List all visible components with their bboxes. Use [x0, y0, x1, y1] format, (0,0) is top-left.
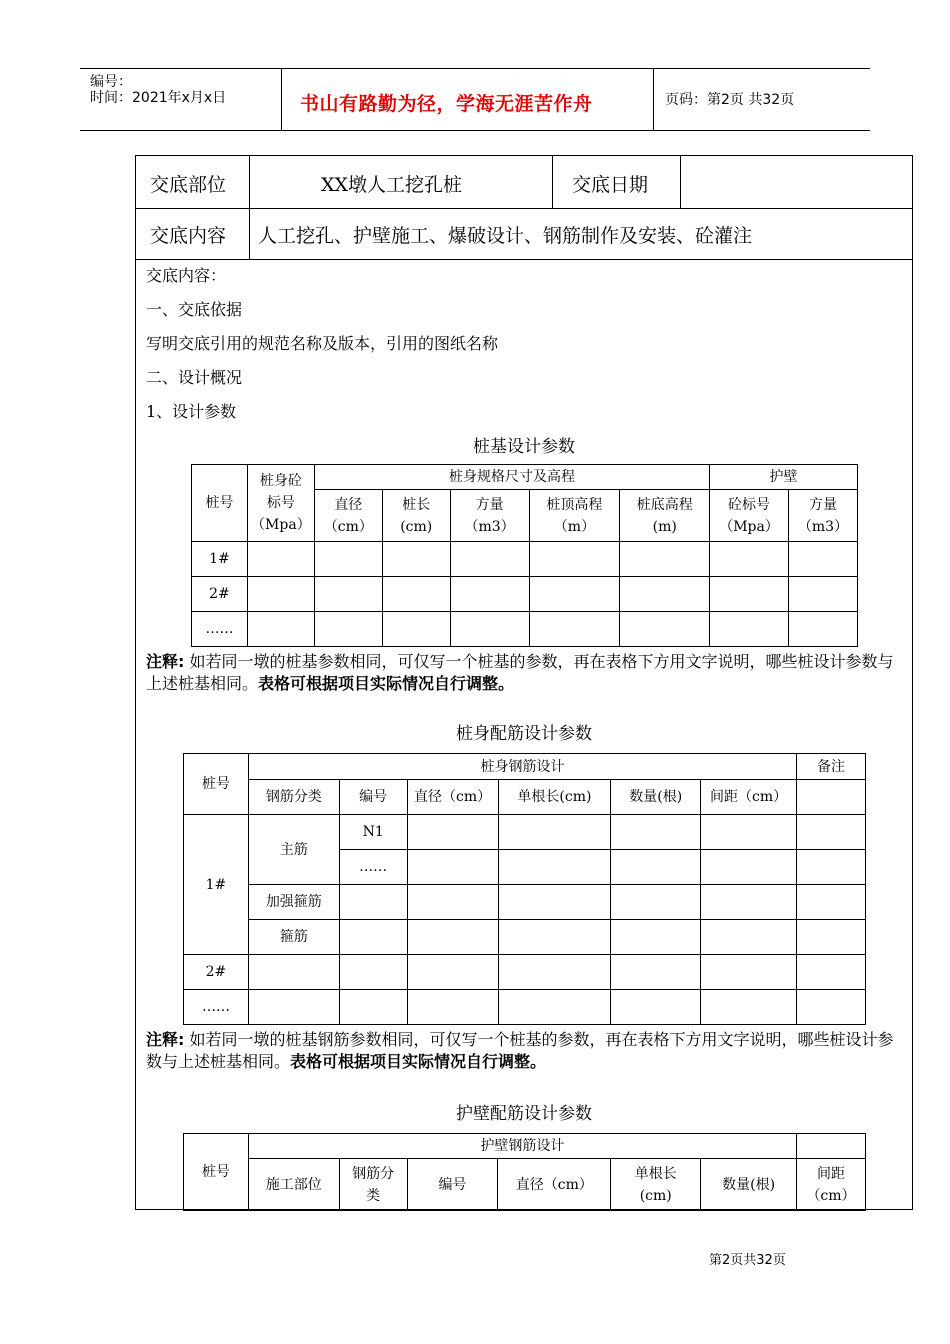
location-value: XX墩人工挖孔桩 — [321, 174, 463, 196]
rebar-table-caption: 桩身配筋设计参数 — [456, 724, 592, 744]
note-tail: 表格可根据项目实际情况自行调整。 — [258, 674, 515, 693]
row-label: 1# — [192, 542, 248, 577]
col-header — [450, 490, 529, 542]
col-header: 直径（cm） — [407, 780, 498, 815]
col-header: 数量(根) — [611, 780, 701, 815]
body-line-5: 1、设计参数 — [146, 402, 237, 421]
space-header-1: 间距 — [817, 1165, 845, 1182]
note-label: 注释: — [146, 1030, 185, 1049]
len-header — [611, 1159, 701, 1211]
class-header-2: 类 — [366, 1187, 381, 1204]
body-line-1: 交底内容： — [146, 266, 227, 285]
concrete-label: 桩身砼 — [259, 473, 302, 489]
pile-no-header: 桩号 — [184, 1134, 249, 1211]
space-header — [797, 1159, 866, 1211]
row-label: …… — [192, 612, 248, 647]
content-value: 人工挖孔、护壁施工、爆破设计、钢筋制作及安装、砼灌注 — [258, 225, 753, 247]
col-header — [710, 490, 789, 542]
note-text: 如若同一墩的桩基参数相同，可仅写一个桩基的参数，再在表格下方用文字说明，哪些桩设计参数与上述桩基相同。 — [146, 652, 894, 693]
qty-header: 数量(根) — [701, 1159, 797, 1211]
col-name: 方量 — [475, 496, 504, 513]
page-header — [80, 68, 870, 131]
body-line-3: 写明交底引用的规范名称及版本，引用的图纸名称 — [146, 334, 499, 353]
class-header-1: 钢筋分 — [352, 1165, 395, 1182]
wall-rebar-table — [183, 1133, 866, 1211]
location-label: 交底部位 — [150, 174, 227, 196]
motto-text: 书山有路勤为径，学海无涯苦作舟 — [300, 93, 593, 115]
class-header — [339, 1159, 407, 1211]
note-2 — [146, 1029, 908, 1073]
remark-header: 备注 — [797, 754, 866, 780]
concrete-grade-header — [247, 465, 314, 542]
col-name: 桩底高程 — [636, 496, 693, 513]
bar-n1: N1 — [339, 815, 407, 850]
col-header — [620, 490, 710, 542]
pile-1-label: 1# — [184, 815, 249, 955]
col-unit: （m3） — [797, 518, 849, 535]
note-label: 注释: — [146, 652, 185, 671]
date-label: 交底日期 — [572, 174, 649, 196]
col-header — [529, 490, 620, 542]
table-row — [192, 542, 858, 577]
disclosure-form — [135, 155, 913, 1210]
col-header: 钢筋分类 — [248, 780, 339, 815]
pile-no-header: 桩号 — [192, 465, 248, 542]
wall-header: 护壁 — [710, 465, 858, 490]
col-unit: (m) — [652, 518, 677, 535]
col-unit: （m） — [553, 518, 596, 535]
col-name: 桩长 — [402, 496, 431, 513]
body-line-4: 二、设计概况 — [146, 368, 243, 387]
design-header: 护壁钢筋设计 — [248, 1134, 796, 1159]
no-header: 编号 — [407, 1159, 498, 1211]
more-label: …… — [184, 990, 249, 1025]
col-unit: (cm) — [400, 518, 433, 535]
page-footer: 第2页共32页 — [709, 1253, 786, 1268]
col-name: 直径 — [334, 496, 363, 513]
time-label: 时间：2021年x月x日 — [90, 90, 227, 106]
table-row — [192, 612, 858, 647]
col-header: 单根长(cm) — [498, 780, 611, 815]
pile-design-table — [191, 464, 858, 647]
stiffener-label: 加强箍筋 — [248, 885, 339, 920]
len-header-2: (cm) — [639, 1187, 672, 1204]
table-row — [192, 577, 858, 612]
design-header: 桩身钢筋设计 — [248, 754, 796, 780]
space-header-2: （cm） — [806, 1187, 856, 1204]
dia-header: 直径（cm） — [498, 1159, 611, 1211]
spec-header: 桩身规格尺寸及高程 — [314, 465, 709, 490]
col-unit: （cm） — [323, 518, 373, 535]
wall-table-caption: 护壁配筋设计参数 — [456, 1104, 592, 1124]
row-label: 2# — [192, 577, 248, 612]
col-name: 桩顶高程 — [546, 496, 603, 513]
note-text: 如若同一墩的桩基钢筋参数相同，可仅写一个桩基的参数，再在表格下方用文字说明，哪些桩设计参数与上述桩基相同。 — [146, 1030, 894, 1071]
stirrup-label: 箍筋 — [248, 920, 339, 955]
len-header-1: 单根长 — [634, 1165, 677, 1182]
col-header — [314, 490, 382, 542]
col-unit: （m3） — [464, 518, 515, 535]
part-header: 施工部位 — [248, 1159, 339, 1211]
col-header — [382, 490, 450, 542]
note-1 — [146, 651, 908, 695]
col-header — [789, 490, 858, 542]
main-bar-label: 主筋 — [248, 815, 339, 885]
col-header: 编号 — [339, 780, 407, 815]
pile-table-caption: 桩基设计参数 — [473, 437, 575, 457]
pile-2-label: 2# — [184, 955, 249, 990]
pile-no-header: 桩号 — [184, 754, 249, 815]
page-info: 页码：第2页 共32页 — [665, 92, 795, 108]
col-name: 方量 — [809, 496, 837, 513]
content-label: 交底内容 — [150, 225, 227, 247]
rebar-design-table — [183, 753, 866, 1025]
note-tail: 表格可根据项目实际情况自行调整。 — [290, 1052, 547, 1071]
code-label: 编号： — [90, 74, 132, 90]
table-row — [184, 990, 866, 1025]
grade-unit: （Mpa） — [251, 517, 311, 533]
bar-dots: …… — [339, 850, 407, 885]
body-line-2: 一、交底依据 — [146, 300, 243, 319]
col-header: 间距（cm） — [701, 780, 797, 815]
col-name: 砼标号 — [728, 496, 771, 513]
grade-label: 标号 — [266, 495, 295, 511]
table-row — [184, 955, 866, 990]
col-unit: （Mpa） — [719, 518, 779, 535]
